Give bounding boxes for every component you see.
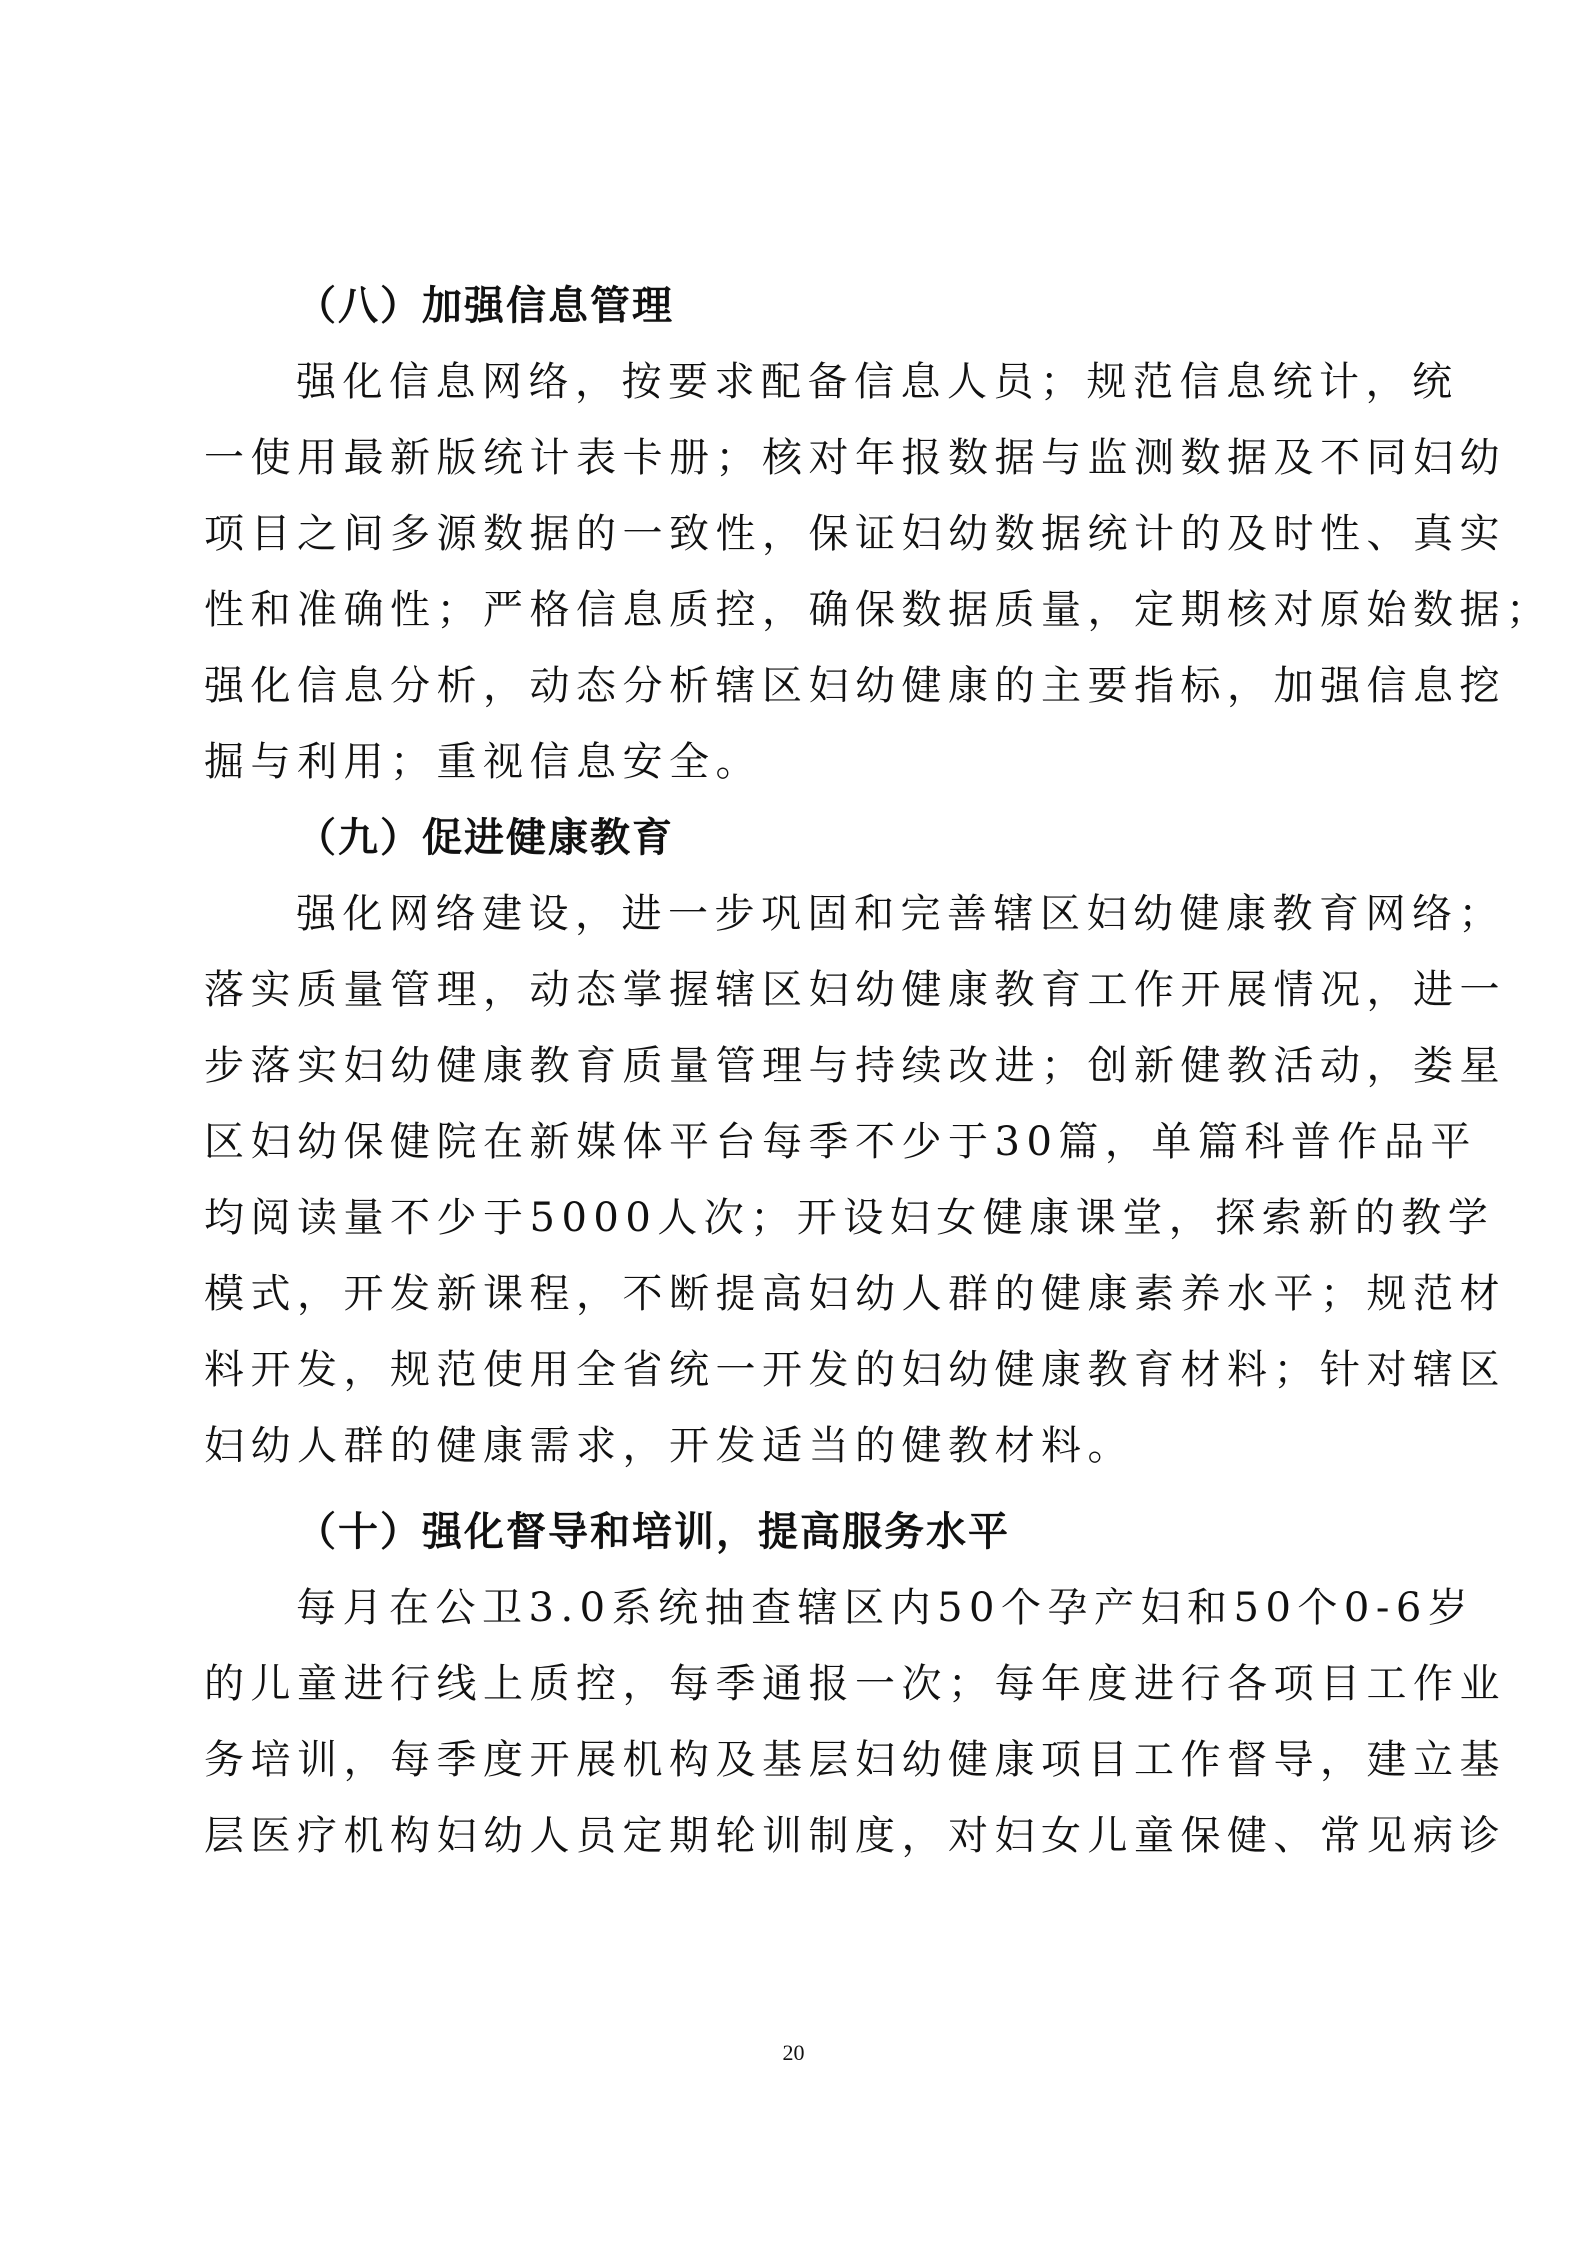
paragraph-line: 妇幼人群的健康需求，开发适当的健教材料。: [204, 1423, 1134, 1469]
paragraph-line: 的儿童进行线上质控，每季通报一次；每年度进行各项目工作业: [204, 1661, 1506, 1707]
paragraph-line: 强化信息分析，动态分析辖区妇幼健康的主要指标，加强信息挖: [204, 663, 1506, 709]
paragraph-line: 落实质量管理，动态掌握辖区妇幼健康教育工作开展情况，进一: [204, 967, 1506, 1013]
paragraph-line: 务培训，每季度开展机构及基层妇幼健康项目工作督导，建立基: [204, 1737, 1506, 1783]
paragraph-line: 掘与利用；重视信息安全。: [204, 739, 762, 785]
paragraph-line: 性和准确性；严格信息质控，确保数据质量，定期核对原始数据；: [204, 587, 1553, 633]
paragraph-line: 料开发，规范使用全省统一开发的妇幼健康教育材料；针对辖区: [204, 1347, 1506, 1393]
paragraph-line: 强化网络建设，进一步巩固和完善辖区妇幼健康教育网络；: [296, 891, 1505, 937]
section-heading-10: （十）强化督导和培训，提高服务水平: [296, 1509, 1010, 1555]
paragraph-line: 步落实妇幼健康教育质量管理与持续改进；创新健教活动，娄星: [204, 1043, 1506, 1089]
page-number: 20: [782, 2040, 805, 2065]
paragraph-line: 模式，开发新课程，不断提高妇幼人群的健康素养水平；规范材: [204, 1271, 1506, 1317]
document-page: [204, 268, 1553, 1874]
paragraph-line: 一使用最新版统计表卡册；核对年报数据与监测数据及不同妇幼: [204, 435, 1506, 481]
paragraph-line: 均阅读量不少于5000人次；开设妇女健康课堂，探索新的教学: [204, 1195, 1495, 1241]
paragraph-line: 项目之间多源数据的一致性，保证妇幼数据统计的及时性、真实: [204, 511, 1506, 557]
paragraph-line: 每月在公卫3.0系统抽查辖区内50个孕产妇和50个0-6岁: [296, 1585, 1475, 1631]
section-heading-9: （九）促进健康教育: [296, 815, 674, 861]
paragraph-line: 区妇幼保健院在新媒体平台每季不少于30篇，单篇科普作品平: [204, 1119, 1477, 1165]
paragraph-line: 强化信息网络，按要求配备信息人员；规范信息统计，统: [296, 359, 1459, 405]
section-heading-8: （八）加强信息管理: [296, 283, 674, 329]
paragraph-line: 层医疗机构妇幼人员定期轮训制度，对妇女儿童保健、常见病诊: [204, 1813, 1506, 1859]
